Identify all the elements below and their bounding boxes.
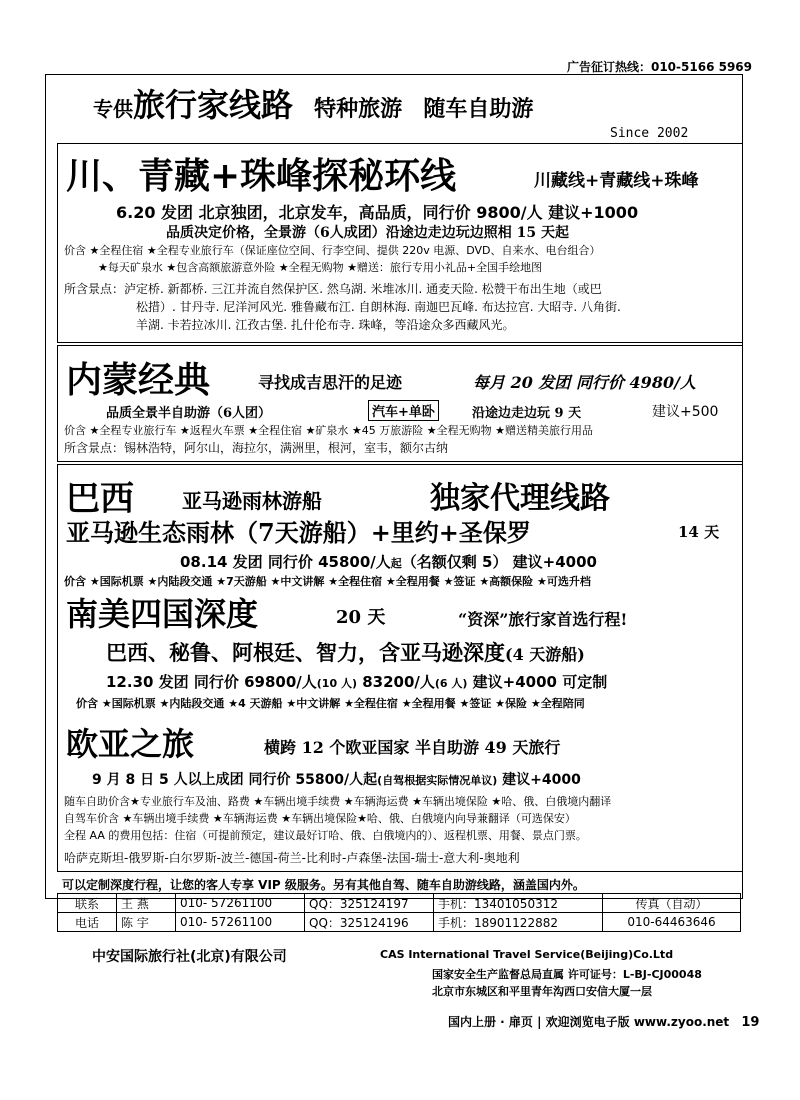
contact-label: 电话 xyxy=(58,913,117,932)
header-selfdrive: 随车自助游 xyxy=(423,97,534,122)
eurasia-title: 欧亚之旅 xyxy=(66,725,195,763)
sichuan-sights-line3: 羊湖. 卡若拉冰川. 江孜古堡. 扎什伦布寺. 珠峰，等沿途众多西藏风光。 xyxy=(136,318,515,332)
brazil-price-line: 价含 ★国际机票 ★内陆段交通 ★7天游船 ★中文讲解 ★全程住宿 ★全程用餐 ★签证 ★高额保险 ★可选升档 xyxy=(64,575,591,588)
southamerica-route-tail: (4 天游船) xyxy=(505,645,585,664)
sichuan-sights-line1: 所含景点：泸定桥. 新都桥. 三江并流自然保护区. 然乌湖. 米堆冰川. 通麦天险. 松赞干布出生地（或巴 xyxy=(64,282,602,296)
footer-nav xyxy=(448,1013,759,1030)
southamerica-pax-a: (10 人) xyxy=(316,677,357,690)
mongolia-price-line: 价含 ★全程专业旅行车 ★返程火车票 ★全程住宿 ★矿泉水 ★45 万旅游险 ★全程无购物 ★赠送精美旅行用品 xyxy=(64,424,593,437)
mongolia-suggest: 建议+500 xyxy=(652,404,719,420)
contact-qq: QQ：325124197 xyxy=(305,894,434,913)
section-international xyxy=(57,464,743,872)
contact-label: 联系 xyxy=(58,894,117,913)
sichuan-subtitle: 川藏线+青藏线+珠峰 xyxy=(534,171,699,191)
ad-hotline: 广告征订热线：010-5166 5969 xyxy=(566,60,752,74)
contact-fax: 010-64463646 xyxy=(603,913,741,932)
company-address: 北京市东城区和平里青年沟西口安信大厦一层 xyxy=(432,985,652,998)
southamerica-days: 20 天 xyxy=(336,607,386,628)
mongolia-tagline: 寻找成吉思汗的足迹 xyxy=(258,373,403,392)
southamerica-route xyxy=(106,637,585,667)
header-brand: 旅行家线路 xyxy=(133,86,294,124)
brazil-remain: （名额仅剩 5） 建议+4000 xyxy=(401,553,597,571)
custom-note: 可以定制深度行程，让您的客人专享 VIP 级服务。另有其他自驾、随车自助游线路，涵盖国内外。 xyxy=(62,878,585,892)
header-special: 特种旅游 xyxy=(314,97,403,122)
sichuan-title: 川、青藏+珠峰探秘环线 xyxy=(66,155,457,197)
eurasia-route: 哈萨克斯坦-俄罗斯-白尔罗斯-波兰-德国-荷兰-比利时-卢森堡-法国-瑞士-意大利-奥地利 xyxy=(64,851,520,865)
contacts-row xyxy=(58,894,741,913)
sichuan-price-line1: 价含 ★全程住宿 ★全程专业旅行车（保证座位空间、行李空间、提供 220v 电源、DVD、自来水、电台组合） xyxy=(64,244,601,257)
contacts-table xyxy=(57,893,741,932)
footer-left: 国内上册 · 扉页 xyxy=(448,1015,533,1029)
mongolia-quality: 品质全景半自助游（6人团） xyxy=(106,406,272,421)
contact-mobile: 手机：13401050312 xyxy=(434,894,603,913)
company-name-cn: 中安国际旅行社(北京)有限公司 xyxy=(92,949,287,965)
mongolia-tail: 沿途边走边玩 9 天 xyxy=(472,406,582,421)
southamerica-depart-a: 12.30 发团 同行价 69800/人 xyxy=(106,673,317,691)
southamerica-depart-b: 83200/人 xyxy=(362,673,435,691)
company-license: 国家安全生产监督总局直属 许可证号：L-BJ-CJ00048 xyxy=(432,968,702,981)
brazil-qi: 起 xyxy=(390,557,402,570)
southamerica-price-line: 价含 ★国际机票 ★内陆段交通 ★4 天游船 ★中文讲解 ★全程住宿 ★全程用餐 ★签证 ★保险 ★全程陪同 xyxy=(76,697,585,710)
contact-name: 王 燕 xyxy=(117,894,176,913)
southamerica-slogan: “资深”旅行家首选行程! xyxy=(458,610,628,629)
contact-qq: QQ：325124196 xyxy=(305,913,434,932)
southamerica-title: 南美四国深度 xyxy=(66,595,259,633)
eurasia-depart-note: (自驾根据实际情况单议) xyxy=(377,774,498,787)
since-label: Since 2002 xyxy=(610,126,689,141)
eurasia-line-b: 自驾车价含 ★车辆出境手续费 ★车辆海运费 ★车辆出境保险★哈、俄、白俄境内向导兼翻译（可选保安） xyxy=(64,812,576,825)
page-number: 19 xyxy=(741,1015,760,1030)
eurasia-line-a: 随车自助价含★专业旅行车及油、路费 ★车辆出境手续费 ★车辆海运费 ★车辆出境保险 ★哈、俄、白俄境内翻译 xyxy=(64,795,612,808)
sichuan-depart: 6.20 发团 北京独团，北京发车，高品质，同行价 9800/人 建议+1000 xyxy=(116,203,639,222)
brazil-title: 巴西 xyxy=(66,479,134,519)
footer-right: 欢迎浏览电子版 www.zyoo.net xyxy=(545,1015,730,1029)
southamerica-depart-c: 建议+4000 可定制 xyxy=(472,673,608,691)
section-inner-mongolia xyxy=(57,345,743,462)
eurasia-depart-text: 9 月 8 日 5 人以上成团 同行价 55800/人起 xyxy=(92,772,378,788)
mongolia-title: 内蒙经典 xyxy=(66,359,211,401)
header-prefix: 专供 xyxy=(93,97,133,121)
contacts-row xyxy=(58,913,741,932)
brazil-depart xyxy=(180,551,597,572)
southamerica-pax-b: (6 人) xyxy=(434,677,468,690)
mongolia-sights-line: 所含景点：锡林浩特，阿尔山，海拉尔，满洲里，根河，室韦，额尔古纳 xyxy=(64,441,449,455)
sichuan-sights-line2: 松措）. 甘丹寺. 尼洋河风光. 雅鲁藏布江. 自朗林海. 南迦巴瓦峰. 布达拉宫. 大昭寺. 八角街. xyxy=(136,300,621,314)
brazil-days: 14 天 xyxy=(678,523,720,541)
sichuan-price-line2: ★每天矿泉水 ★包含高额旅游意外险 ★全程无购物 ★赠送：旅行专用小礼品+全国手绘地图 xyxy=(98,261,543,274)
header-title xyxy=(93,80,533,126)
footer-sep: | xyxy=(537,1015,546,1029)
sichuan-quality: 品质决定价格，全景游（6人成团）沿途边走边玩边照相 15 天起 xyxy=(166,225,569,241)
company-name-en: CAS International Travel Service(Beijing)Co.Ltd xyxy=(380,948,674,961)
eurasia-suggest: 建议+4000 xyxy=(502,772,581,788)
brazil-exclusive: 独家代理线路 xyxy=(430,481,610,516)
section-sichuan-tibet xyxy=(57,143,743,343)
contact-mobile: 手机：18901122882 xyxy=(434,913,603,932)
eurasia-subtitle: 横跨 12 个欧亚国家 半自助游 49 天旅行 xyxy=(264,738,561,757)
southamerica-depart xyxy=(106,671,607,692)
contact-phone: 010- 57261100 xyxy=(176,894,305,913)
contact-phone: 010- 57261100 xyxy=(176,913,305,932)
contact-fax-label: 传真（自动） xyxy=(603,894,741,913)
mongolia-schedule: 每月 20 发团 同行价 4980/人 xyxy=(473,373,696,392)
brazil-route: 亚马逊生态雨林（7天游船）+里约+圣保罗 xyxy=(66,518,531,547)
brazil-cruise: 亚马逊雨林游船 xyxy=(182,489,322,513)
mongolia-transport-box: 汽车+单卧 xyxy=(368,400,439,421)
contact-name: 陈 宇 xyxy=(117,913,176,932)
eurasia-line-c: 全程 AA 的费用包括：住宿（可提前预定，建议最好订哈、俄、白俄境内的）、返程机票、用餐、景点门票。 xyxy=(64,829,587,842)
eurasia-depart xyxy=(92,769,581,789)
brazil-depart-text: 08.14 发团 同行价 45800/人 xyxy=(180,553,391,571)
southamerica-route-text: 巴西、秘鲁、阿根廷、智力，含亚马逊深度 xyxy=(106,640,505,665)
